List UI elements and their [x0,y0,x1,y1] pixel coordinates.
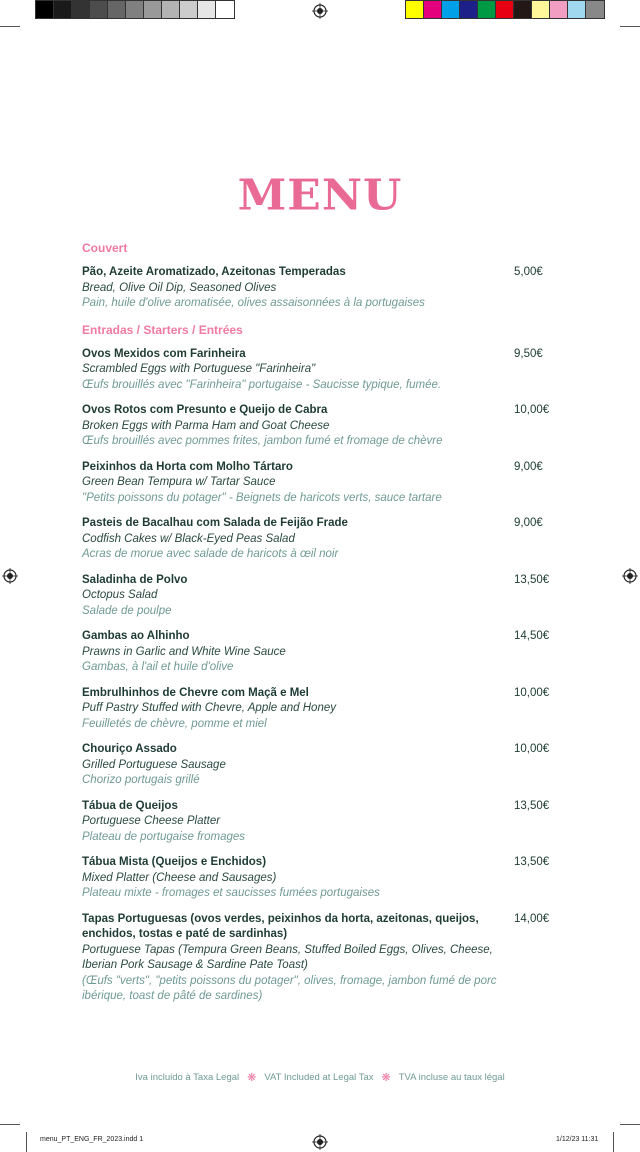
dish-french: Gambas, à l'ail et huile d'olive [82,661,234,673]
color-swatch [72,1,90,18]
registration-mark-icon [312,3,328,19]
color-swatch [144,1,162,18]
color-swatch [126,1,144,18]
color-swatch [550,1,568,18]
dish-english: Scrambled Eggs with Portuguese "Farinheira" [82,363,316,375]
dish-french: Œufs brouillés avec "Farinheira" portugaise - Saucisse typique, fumée. [82,378,442,391]
section-title: Entradas / Starters / Entrées [82,322,243,337]
menu-item [82,912,562,1005]
menu-item [82,686,562,733]
flower-icon: ❋ [247,1072,257,1084]
dish-price: 10,00€ [514,686,550,699]
dish-price: 13,50€ [514,799,550,812]
crop-mark [26,1132,27,1152]
dish-price: 9,00€ [514,517,543,529]
dish-price: 9,00€ [514,460,543,473]
flower-icon: ❋ [381,1072,391,1084]
dish-price: 9,50€ [514,347,543,360]
dish-price: 13,50€ [514,573,550,586]
section-title: Couvert [82,241,128,255]
dish-price: 10,00€ [514,743,550,755]
dish-english: Portuguese Cheese Platter [82,815,221,827]
dish-price: 10,00€ [514,404,550,416]
dish-price: 5,00€ [514,266,543,278]
color-swatch [568,1,586,18]
dish-name: Tapas Portuguesas (ovos verdes, peixinhos da horta, azeitonas, queijos, enchidos, tostas e paté de sardinhas) [82,912,479,940]
dish-name: Tábua Mista (Queijos e Enchidos) [82,856,267,868]
crop-mark [620,1124,640,1125]
menu-item [82,742,562,789]
color-swatch [406,1,424,18]
registration-mark-icon [2,568,18,584]
dish-english: Portuguese Tapas (Tempura Green Beans, Stuffed Boiled Eggs, Olives, Cheese, Iberian Pork Sausage & Sardine Pate Toast) [82,943,493,971]
date-slug: 1/12/23 11:31 [556,1136,599,1143]
dish-english: Bread, Olive Oil Dip, Seasoned Olives [82,281,277,294]
dish-english: Broken Eggs with Parma Ham and Goat Cheese [82,419,330,432]
menu-item [82,347,562,394]
dish-price: 13,50€ [514,856,550,868]
color-swatch [586,1,604,18]
crop-mark [613,1132,614,1152]
dish-price: 14,00€ [514,912,550,925]
color-swatch [514,1,532,18]
dish-name: Peixinhos da Horta com Molho Tártaro [82,460,293,473]
dish-price: 14,50€ [514,630,550,642]
dish-french: (Œufs "verts", "petits poissons du potager", olives, fromage, jambon fumé de porc ibérique, toast de pâté de sardines) [82,974,497,1002]
dish-french: Pain, huile d'olive aromatisée, olives assaisonnées à la portugaises [82,297,425,309]
dish-french: Salade de poulpe [82,604,172,617]
color-swatch [162,1,180,18]
dish-name: Pasteis de Bacalhau com Salada de Feijão Frade [82,517,348,529]
dish-french: Chorizo portugais grillé [82,774,200,786]
dish-name: Gambas ao Alhinho [82,630,190,642]
dish-english: Puff Pastry Stuffed with Chevre, Apple and Honey [82,702,336,714]
color-swatch [54,1,72,18]
menu-item [82,573,562,620]
tax-note-pt: Iva incluido à Taxa Legal [135,1072,240,1083]
dish-french: Acras de morue avec salade de haricots à œil noir [82,548,339,560]
dish-name: Ovos Rotos com Presunto e Queijo de Cabra [82,404,328,416]
dish-english: Octopus Salad [82,589,158,601]
menu-item [82,516,562,563]
dish-english: Prawns in Garlic and White Wine Sauce [82,645,286,658]
dish-french: "Petits poissons du potager" - Beignets de haricots verts, sauce tartare [82,491,442,504]
registration-mark-icon [312,1134,328,1150]
grayscale-color-bar [35,0,235,19]
dish-english: Grilled Portuguese Sausage [82,758,226,771]
color-swatch [90,1,108,18]
color-swatch [496,1,514,18]
menu-item [82,855,562,902]
dish-english: Codfish Cakes w/ Black-Eyed Peas Salad [82,532,295,545]
dish-french: Plateau de portugaise fromages [82,830,246,843]
dish-name: Embrulhinhos de Chevre com Maçã e Mel [82,686,309,699]
crop-mark [0,1124,20,1125]
menu-item [82,403,562,450]
menu-item [82,629,562,676]
dish-english: Mixed Platter (Cheese and Sausages) [82,871,277,884]
dish-french: Plateau mixte - fromages et saucisses fumées portugaises [82,887,380,899]
dish-french: Œufs brouillés avec pommes frites, jambon fumé et fromage de chèvre [82,435,443,447]
color-swatch [424,1,442,18]
cmyk-color-bar [405,0,605,19]
menu-item [82,265,562,312]
crop-mark [620,26,640,27]
tax-note-fr: TVA incluse au taux légal [398,1072,505,1083]
color-swatch [216,1,234,18]
dish-english: Green Bean Tempura w/ Tartar Sauce [82,476,276,488]
color-swatch [460,1,478,18]
menu-item [82,799,562,846]
crop-mark [0,26,20,27]
color-swatch [532,1,550,18]
color-swatch [442,1,460,18]
registration-mark-icon [622,568,638,584]
file-slug: menu_PT_ENG_FR_2023.indd 1 [40,1136,144,1143]
dish-french: Feuilletés de chèvre, pomme et miel [82,717,267,730]
dish-name: Ovos Mexidos com Farinheira [82,347,246,360]
color-swatch [478,1,496,18]
tax-note-en: VAT Included at Legal Tax [264,1072,374,1083]
dish-name: Pão, Azeite Aromatizado, Azeitonas Temperadas [82,266,346,278]
tax-note [0,1071,640,1084]
dish-name: Chouriço Assado [82,743,177,755]
color-swatch [198,1,216,18]
color-swatch [180,1,198,18]
menu-title: MENU [237,171,403,220]
color-swatch [108,1,126,18]
menu-item [82,460,562,507]
dish-name: Tábua de Queijos [82,799,178,812]
dish-name: Saladinha de Polvo [82,573,188,586]
color-swatch [36,1,54,18]
menu-content [82,240,562,1015]
